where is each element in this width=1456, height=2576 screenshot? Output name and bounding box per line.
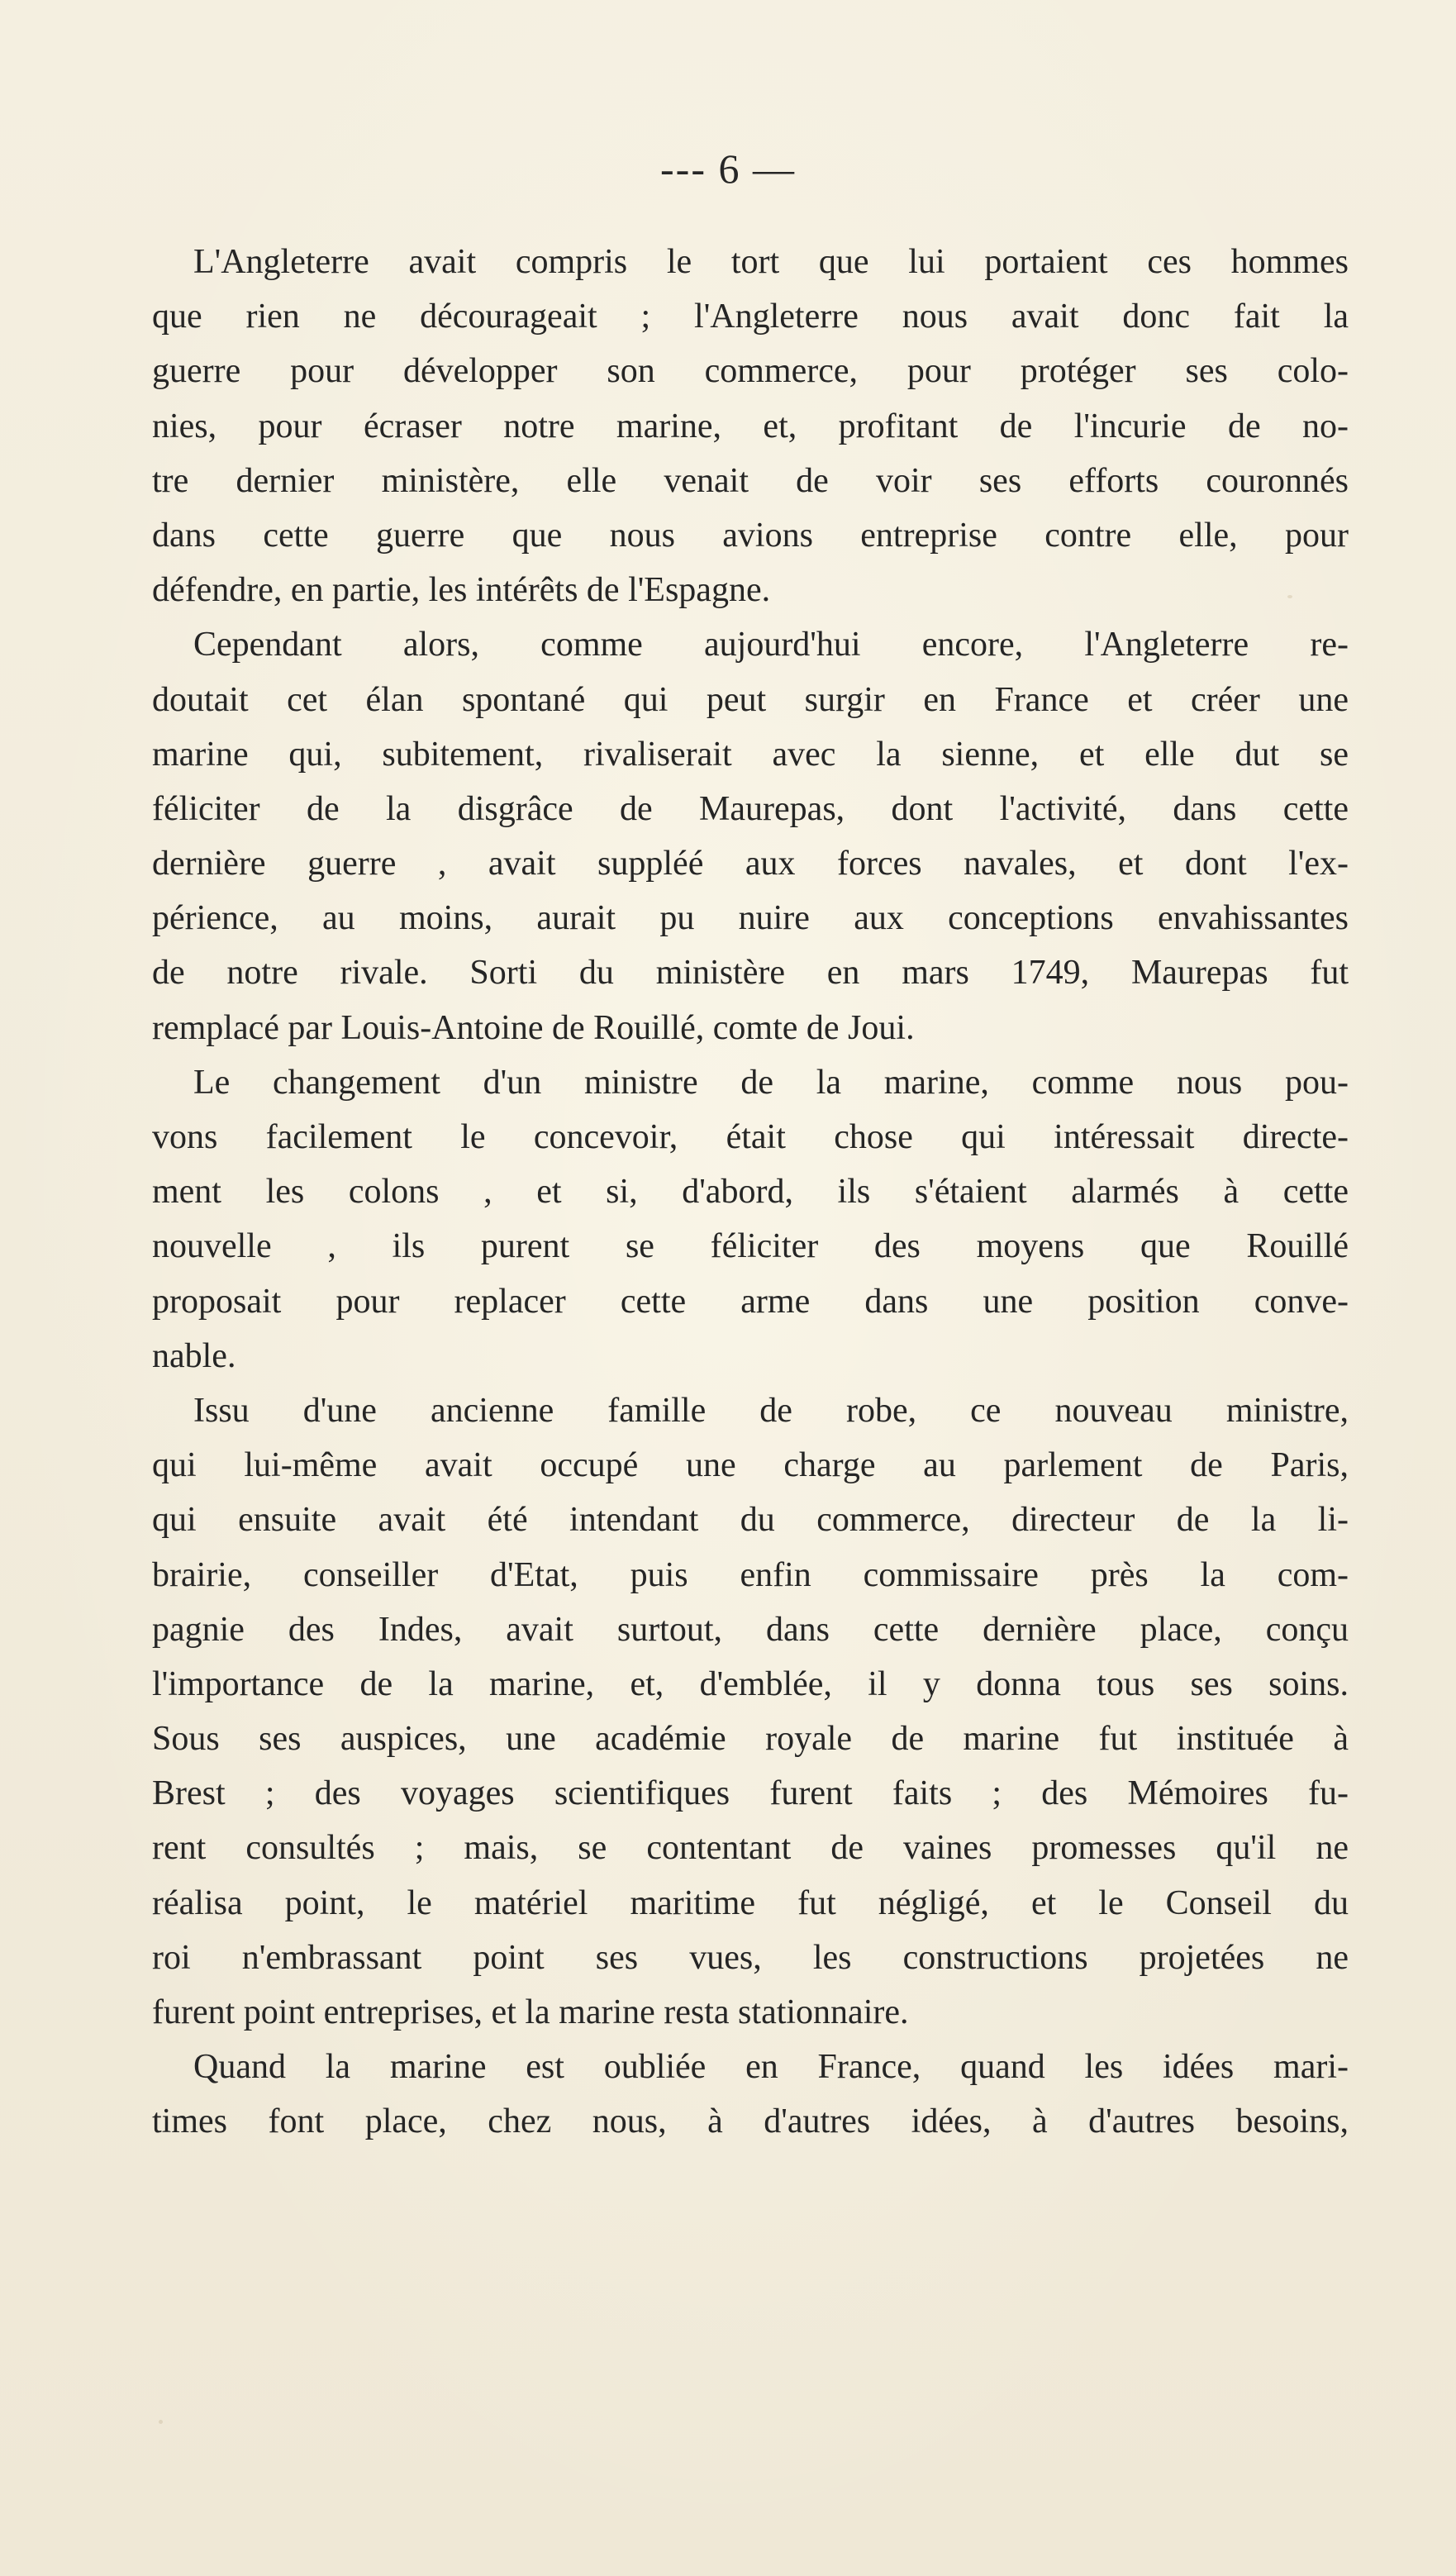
text-line: que rien ne décourageait ; l'Angleterre nous avait donc fait la xyxy=(152,298,1349,336)
text-line: Cependant alors, comme aujourd'hui encore, l'Angleterre re- xyxy=(193,626,1349,664)
text-line: Le changement d'un ministre de la marine, comme nous pou- xyxy=(193,1063,1349,1102)
text-line: tre dernier ministère, elle venait de voir ses efforts couronnés xyxy=(152,461,1349,500)
text-line: ment les colons , et si, d'abord, ils s'étaient alarmés à cette xyxy=(152,1173,1349,1212)
text-line: qui ensuite avait été intendant du commerce, directeur de la li- xyxy=(152,1501,1349,1540)
body-text xyxy=(152,235,1349,2150)
page-number: --- 6 — xyxy=(660,145,796,192)
text-line: réalisa point, le matériel maritime fut négligé, et le Conseil du xyxy=(152,1883,1349,1922)
paper-foxing-spot xyxy=(159,2420,163,2424)
paragraph xyxy=(152,235,1349,617)
text-line: dans cette guerre que nous avions entreprise contre elle, pour xyxy=(152,516,1349,555)
text-line: Issu d'une ancienne famille de robe, ce nouveau ministre, xyxy=(193,1391,1349,1430)
paragraph xyxy=(152,1383,1349,2040)
text-line: times font place, chez nous, à d'autres idées, à d'autres besoins, xyxy=(152,2102,1349,2141)
text-line: l'importance de la marine, et, d'emblée, il y donna tous ses soins. xyxy=(152,1664,1349,1703)
text-line: Brest ; des voyages scientifiques furent faits ; des Mémoires fu- xyxy=(152,1774,1349,1813)
text-line: guerre pour développer son commerce, pour protéger ses colo- xyxy=(152,352,1349,391)
paragraph xyxy=(152,1055,1349,1383)
text-line: qui lui-même avait occupé une charge au parlement de Paris, xyxy=(152,1446,1349,1485)
text-line: nouvelle , ils purent se féliciter des moyens que Rouillé xyxy=(152,1227,1349,1266)
text-line: doutait cet élan spontané qui peut surgir en France et créer une xyxy=(152,680,1349,719)
text-line: défendre, en partie, les intérêts de l'Espagne. xyxy=(152,571,771,610)
text-line: périence, au moins, aurait pu nuire aux conceptions envahissantes xyxy=(152,899,1349,938)
text-line: L'Angleterre avait compris le tort que lui portaient ces hommes xyxy=(193,243,1349,281)
text-line: furent point entreprises, et la marine resta stationnaire. xyxy=(152,1993,909,2031)
paragraph xyxy=(152,2040,1349,2149)
text-line: Quand la marine est oubliée en France, quand les idées mari- xyxy=(193,2048,1349,2087)
text-line: proposait pour replacer cette arme dans une position conve- xyxy=(152,1282,1349,1321)
text-line: de notre rivale. Sorti du ministère en mars 1749, Maurepas fut xyxy=(152,954,1349,993)
text-line: Sous ses auspices, une académie royale de marine fut instituée à xyxy=(152,1720,1349,1759)
paragraph xyxy=(152,617,1349,1055)
text-line: brairie, conseiller d'Etat, puis enfin commissaire près la com- xyxy=(152,1555,1349,1594)
text-line: marine qui, subitement, rivaliserait avec la sienne, et elle dut se xyxy=(152,735,1349,774)
text-line: féliciter de la disgrâce de Maurepas, dont l'activité, dans cette xyxy=(152,789,1349,828)
text-line: remplacé par Louis-Antoine de Rouillé, comte de Joui. xyxy=(152,1008,915,1047)
text-line: nable. xyxy=(152,1336,236,1375)
text-line: rent consultés ; mais, se contentant de vaines promesses qu'il ne xyxy=(152,1829,1349,1868)
text-line: vons facilement le concevoir, était chose qui intéressait directe- xyxy=(152,1118,1349,1156)
text-line: roi n'embrassant point ses vues, les constructions projetées ne xyxy=(152,1938,1349,1977)
text-line: pagnie des Indes, avait surtout, dans cette dernière place, conçu xyxy=(152,1610,1349,1649)
text-line: nies, pour écraser notre marine, et, profitant de l'incurie de no- xyxy=(152,407,1349,445)
text-line: dernière guerre , avait suppléé aux forces navales, et dont l'ex- xyxy=(152,845,1349,883)
